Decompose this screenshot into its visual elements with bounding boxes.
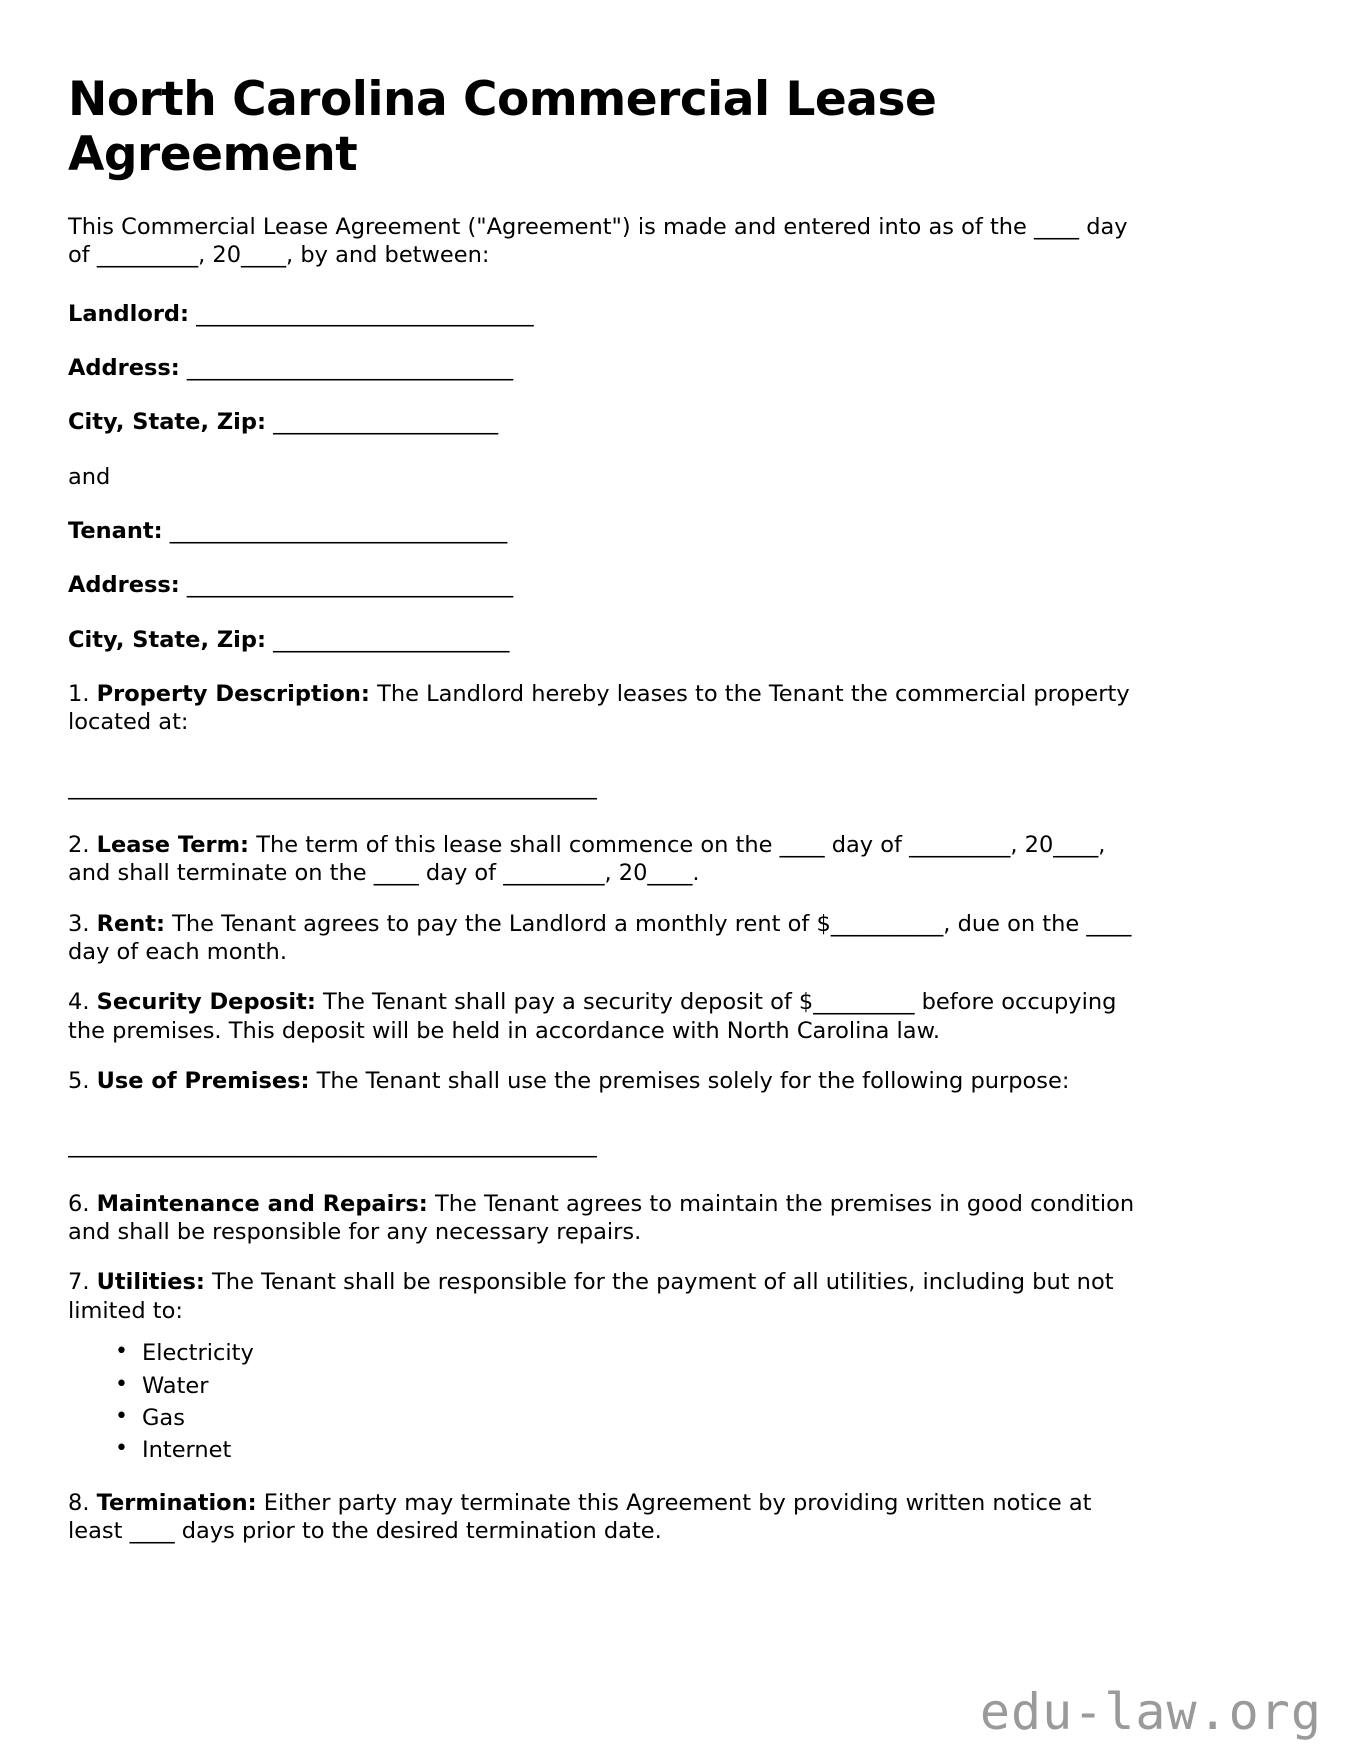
tenant-label: Tenant: <box>68 517 163 544</box>
clause-number: 4. <box>68 989 90 1016</box>
clause-use-of-premises <box>68 1067 1153 1095</box>
site-watermark: edu-law.org <box>979 1683 1322 1741</box>
landlord-address-field <box>68 354 1192 382</box>
clause-body: The Tenant shall be responsible for the payment of all utilities, including but not limited to: <box>68 1269 1114 1324</box>
tenant-citystatezip-field <box>68 626 1192 654</box>
clause-body: Either party may terminate this Agreement by providing written notice at least ____ days prior to the desired termination date. <box>68 1489 1092 1544</box>
landlord-field <box>68 300 1192 328</box>
landlord-address-blank[interactable]: _____________________________ <box>179 354 514 381</box>
clause-number: 7. <box>68 1269 90 1296</box>
clause-body: The term of this lease shall commence on the ____ day of _________, 20____, and shall terminate on the ____ day of _________, 20____. <box>68 832 1106 887</box>
tenant-address-blank[interactable]: _____________________________ <box>179 572 514 599</box>
clause-lease-term <box>68 831 1153 888</box>
clause-property-description <box>68 680 1153 737</box>
clause-body: The Tenant agrees to pay the Landlord a monthly rent of $__________, due on the ____ day of each month. <box>68 910 1132 966</box>
clause-body: The Tenant agrees to maintain the premises in good condition and shall be responsible for any necessary repairs. <box>68 1190 1135 1246</box>
landlord-citystatezip-field <box>68 408 1192 436</box>
clause-utilities <box>68 1268 1153 1325</box>
clause-heading: Termination: <box>96 1489 257 1516</box>
landlord-blank[interactable]: ______________________________ <box>189 300 534 327</box>
clause-heading: Property Description: <box>96 681 370 707</box>
utilities-list <box>68 1339 1192 1464</box>
clause-body: The Tenant shall use the premises solely for the following purpose: <box>309 1068 1070 1095</box>
clause-heading: Maintenance and Repairs: <box>96 1190 428 1217</box>
tenant-address-label: Address: <box>68 572 180 599</box>
clause-rent <box>68 910 1153 967</box>
list-item: • Electricity <box>142 1339 1192 1367</box>
clause-number: 3. <box>68 910 90 937</box>
clause-heading: Use of Premises: <box>96 1068 310 1095</box>
clause-security-deposit <box>68 988 1153 1045</box>
clause-heading: Utilities: <box>96 1269 205 1296</box>
clause-body: The Landlord hereby leases to the Tenant the commercial property located at: <box>68 681 1130 736</box>
landlord-label: Landlord: <box>68 300 190 327</box>
list-item: • Water <box>142 1372 1192 1400</box>
property-address-fill-rule[interactable]: _______________________________________________ <box>68 773 597 800</box>
tenant-blank[interactable]: ______________________________ <box>162 517 508 544</box>
list-item: • Internet <box>142 1436 1192 1464</box>
landlord-citystatezip-label: City, State, Zip: <box>68 409 266 436</box>
conjunction-and: and <box>68 463 111 490</box>
list-item: • Gas <box>142 1404 1192 1432</box>
clause-heading: Lease Term: <box>96 832 250 859</box>
intro-paragraph: This Commercial Lease Agreement ("Agreement") is made and entered into as of the ____ day of _________, 20____, by and between: <box>68 213 1128 269</box>
page-title: North Carolina Commercial Lease Agreement <box>68 72 937 183</box>
clause-number: 2. <box>68 832 90 859</box>
use-of-premises-fill-rule[interactable]: _______________________________________________ <box>68 1132 597 1159</box>
clause-number: 1. <box>68 681 90 707</box>
landlord-citystatezip-blank[interactable]: ____________________ <box>265 409 499 436</box>
tenant-citystatezip-label: City, State, Zip: <box>68 626 266 653</box>
clause-body: The Tenant shall pay a security deposit of $_________ before occupying the premises. This deposit will be held in accordance with North Carolina law. <box>68 989 1117 1044</box>
clause-heading: Security Deposit: <box>96 989 316 1016</box>
clause-termination <box>68 1489 1153 1546</box>
clause-maintenance-and-repairs <box>68 1190 1153 1247</box>
landlord-address-label: Address: <box>68 354 180 381</box>
tenant-citystatezip-blank[interactable]: _____________________ <box>265 626 510 653</box>
clause-number: 6. <box>68 1190 90 1217</box>
clause-number: 5. <box>68 1068 90 1095</box>
tenant-address-field <box>68 571 1192 599</box>
tenant-field <box>68 517 1192 545</box>
clause-number: 8. <box>68 1489 90 1516</box>
clause-heading: Rent: <box>96 910 165 937</box>
